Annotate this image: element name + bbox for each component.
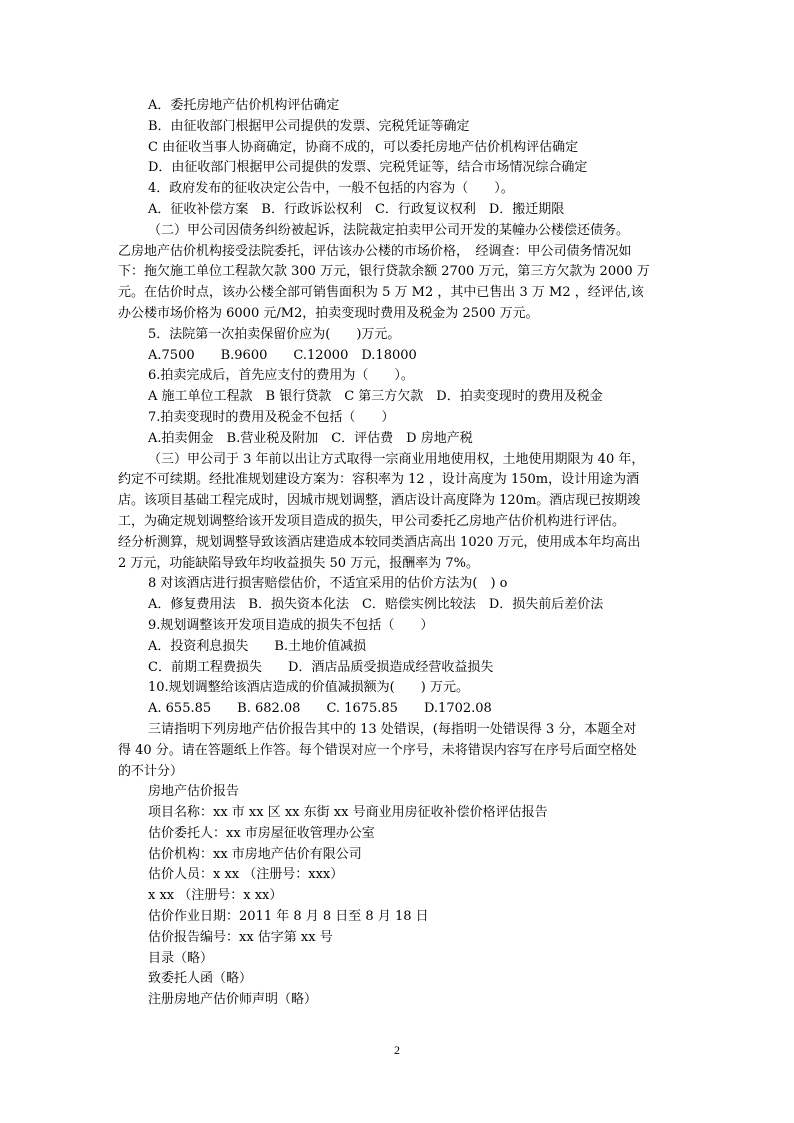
text-line: 项目名称：xx 市 xx 区 xx 东街 xx 号商业用房征收补偿价格评估报告 bbox=[148, 805, 548, 821]
text-line: （二）甲公司因债务纠纷被起诉，法院裁定拍卖甲公司开发的某幢办公楼偿还债务。 bbox=[148, 222, 630, 238]
text-line: 4．政府发布的征收决定公告中，一般不包括的内容为（ ）。 bbox=[148, 181, 514, 197]
text-line: A 施工单位工程款 B 银行贷款 C 第三方欠款 D．拍卖变现时的费用及税金 bbox=[148, 389, 603, 405]
text-line: 的不计分） bbox=[118, 763, 184, 779]
text-line: 估价委托人：xx 市房屋征收管理办公室 bbox=[148, 825, 375, 841]
text-line: D．由征收部门根据甲公司提供的发票、完税凭证等，结合市场情况综合确定 bbox=[148, 160, 588, 176]
text-line: 下：拖欠施工单位工程款欠款 300 万元，银行贷款余额 2700 万元，第三方欠款为 2000 万 bbox=[118, 264, 650, 280]
text-line: 约定不可续期。经批准规划建设方案为：容积率为 12 ，设计高度为 150m，设计用途为酒 bbox=[118, 472, 640, 488]
text-line: 估价作业日期：2011 年 8 月 8 日至 8 月 18 日 bbox=[148, 909, 429, 925]
text-line: 元。在估价时点，该办公楼全部可销售面积为 5 万 M2 ，其中已售出 3 万 M2 ，经评估,该 bbox=[118, 285, 644, 301]
text-line: C 由征收当事人协商确定，协商不成的，可以委托房地产估价机构评估确定 bbox=[148, 139, 579, 155]
text-line: 7.拍卖变现时的费用及税金不包括（ ） bbox=[148, 409, 395, 425]
text-line: 目录（略） bbox=[148, 950, 214, 966]
text-line: A．委托房地产估价机构评估确定 bbox=[148, 98, 340, 113]
text-line: （三）甲公司于 3 年前以出让方式取得一宗商业用地使用权，土地使用期限为 40 年， bbox=[148, 451, 645, 467]
text-line: 注册房地产估价师声明（略） bbox=[148, 992, 318, 1008]
text-line: 估价人员：x xx （注册号：xxx） bbox=[148, 867, 344, 883]
text-line: 房地产估价报告 bbox=[148, 784, 240, 800]
text-line: 6.拍卖完成后，首先应支付的费用为（ ）。 bbox=[148, 368, 414, 384]
text-line: A.7500 B.9600 C.12000 D.18000 bbox=[148, 347, 417, 363]
text-line: 估价机构：xx 市房地产估价有限公司 bbox=[148, 846, 362, 862]
text-line: 5．法院第一次拍卖保留价应为( )万元。 bbox=[148, 326, 401, 342]
text-line: 9.规划调整该开发项目造成的损失不包括（ ） bbox=[148, 617, 434, 633]
text-line: 经分析测算，规划调整导致该酒店建造成本较同类酒店高出 1020 万元，使用成本年均高出 bbox=[118, 534, 641, 550]
document-body bbox=[118, 96, 678, 1011]
text-line: 工，为确定规划调整给该开发项目造成的损失，甲公司委托乙房地产估价机构进行评估。 bbox=[118, 513, 626, 529]
text-line: A．投资利息损失 B.土地价值减损 bbox=[148, 638, 367, 654]
text-line: 三请指明下列房地产估价报告其中的 13 处错误，(每指明一处错误得 3 分，本题全对 bbox=[148, 721, 637, 737]
text-line: 店。该项目基础工程完成时，因城市规划调整，酒店设计高度降为 120m。酒店现已按期竣 bbox=[118, 493, 641, 509]
text-line: A.拍卖佣金 B.营业税及附加 C．评估费 D 房地产税 bbox=[148, 430, 473, 446]
text-line: 10.规划调整给该酒店造成的价值减损额为( ) 万元。 bbox=[148, 680, 469, 696]
text-line: C．前期工程费损失 D．酒店品质受损造成经营收益损失 bbox=[148, 659, 494, 675]
text-line: A. 655.85 B. 682.08 C. 1675.85 D.1702.08 bbox=[148, 701, 492, 717]
text-line: 估价报告编号：xx 估字第 xx 号 bbox=[148, 929, 333, 945]
text-line: 2 万元，功能缺陷导致年均收益损失 50 万元，报酬率为 7%。 bbox=[118, 555, 479, 571]
text-line: 致委托人函（略） bbox=[148, 971, 253, 987]
text-line: 办公楼市场价格为 6000 元/M2，拍卖变现时费用及税金为 2500 万元。 bbox=[118, 305, 539, 321]
text-line: A．修复费用法 B．损失资本化法 C．赔偿实例比较法 D．损失前后差价法 bbox=[148, 597, 604, 613]
text-line: B．由征收部门根据甲公司提供的发票、完税凭证等确定 bbox=[148, 118, 470, 134]
text-line: x xx （注册号：x xx） bbox=[148, 888, 283, 904]
text-line: 得 40 分。请在答题纸上作答。每个错误对应一个序号，未将错误内容写在序号后面空格处 bbox=[118, 742, 637, 758]
page-number: 2 bbox=[394, 1043, 400, 1057]
text-line: 8 对该酒店进行损害赔偿估价，不适宜采用的估价方法为( ) o bbox=[148, 576, 508, 592]
text-line: 乙房地产估价机构接受法院委托，评估该办公楼的市场价格， 经调查：甲公司债务情况如 bbox=[118, 243, 632, 259]
text-line: A．征收补偿方案 B．行政诉讼权利 C．行政复议权利 D．搬迁期限 bbox=[148, 201, 565, 217]
